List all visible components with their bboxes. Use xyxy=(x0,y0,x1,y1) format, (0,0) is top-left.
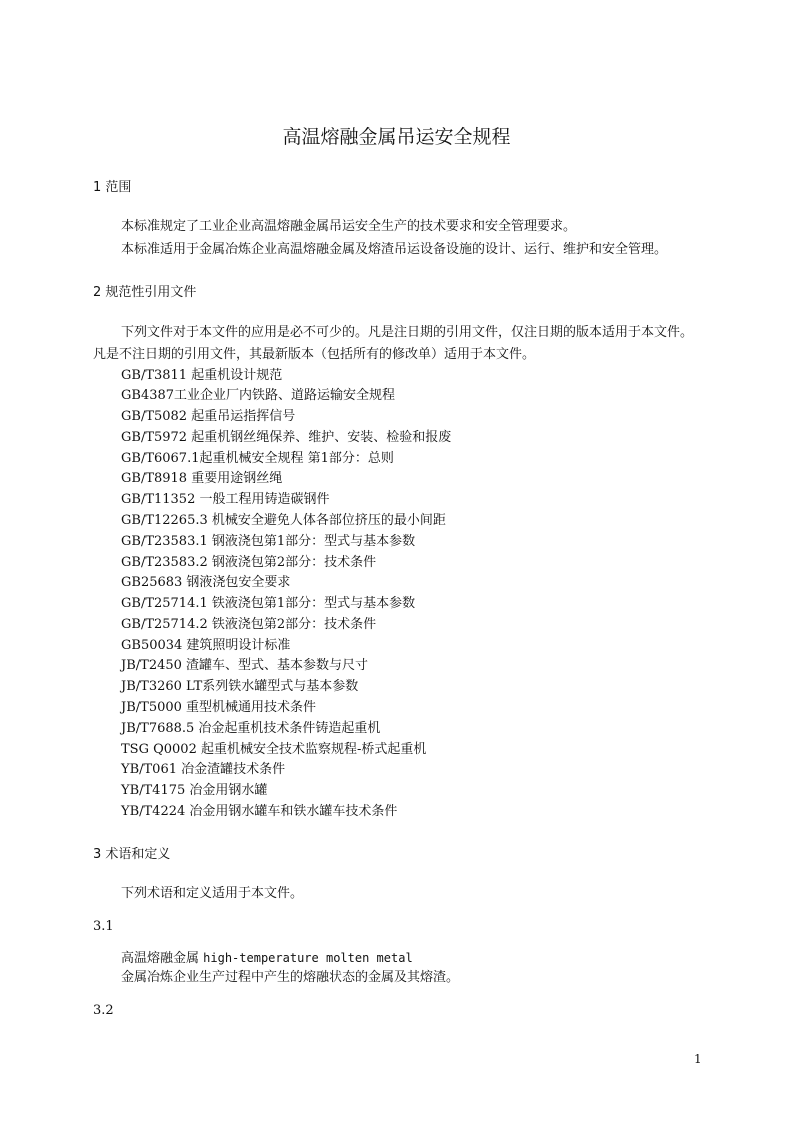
references-intro-line-2: 凡是不注日期的引用文件，其最新版本（包括所有的修改单）适用于本文件。 xyxy=(93,347,536,362)
term-name-cn: 高温熔融金属 xyxy=(121,951,200,966)
reference-item: GB/T8918 重要用途钢丝绳 xyxy=(121,471,283,486)
reference-item: GB/T12265.3 机械安全避免人体各部位挤压的最小间距 xyxy=(121,513,446,528)
reference-item: GB/T6067.1起重机械安全规程 第1部分：总则 xyxy=(121,451,394,466)
reference-item: JB/T3260 LT系列铁水罐型式与基本参数 xyxy=(121,679,359,694)
reference-item: GB/T23583.2 钢液浇包第2部分：技术条件 xyxy=(121,555,377,570)
reference-item: GB4387工业企业厂内铁路、道路运输安全规程 xyxy=(121,388,396,403)
references-intro-line-1: 下列文件对于本文件的应用是必不可少的。凡是注日期的引用文件，仅注日期的版本适用于本文件。 xyxy=(121,325,694,340)
reference-item: GB/T25714.2 铁液浇包第2部分：技术条件 xyxy=(121,617,377,632)
section-heading-terms: 3 术语和定义 xyxy=(93,847,171,862)
reference-item: GB50034 建筑照明设计标准 xyxy=(121,638,291,653)
reference-item: GB/T3811 起重机设计规范 xyxy=(121,368,283,383)
scope-paragraph-2: 本标准适用于金属冶炼企业高温熔融金属及熔渣吊运设备设施的设计、运行、维护和安全管理。 xyxy=(121,242,668,257)
term-name-en: high-temperature molten metal xyxy=(203,951,413,965)
terms-intro: 下列术语和定义适用于本文件。 xyxy=(121,886,304,901)
reference-item: JB/T2450 渣罐车、型式、基本参数与尺寸 xyxy=(121,658,369,673)
document-title: 高温熔融金属吊运安全规程 xyxy=(282,126,511,148)
section-heading-normative-references: 2 规范性引用文件 xyxy=(93,285,197,300)
reference-item: YB/T4175 冶金用钢水罐 xyxy=(121,783,268,798)
section-heading-scope: 1 范围 xyxy=(93,180,132,195)
reference-item: GB/T11352 一般工程用铸造碳钢件 xyxy=(121,492,330,507)
term-definition-3-1: 金属冶炼企业生产过程中产生的熔融状态的金属及其熔渣。 xyxy=(121,970,460,985)
reference-item: GB/T5082 起重吊运指挥信号 xyxy=(121,409,296,424)
reference-item: TSG Q0002 起重机械安全技术监察规程-桥式起重机 xyxy=(121,742,427,757)
reference-item: GB/T5972 起重机钢丝绳保养、维护、安装、检验和报废 xyxy=(121,430,452,445)
scope-paragraph-1: 本标准规定了工业企业高温熔融金属吊运安全生产的技术要求和安全管理要求。 xyxy=(121,219,577,234)
page-number: 1 xyxy=(694,1052,702,1066)
reference-item: YB/T4224 冶金用钢水罐车和铁水罐车技术条件 xyxy=(121,804,398,819)
reference-item: GB25683 钢液浇包安全要求 xyxy=(121,575,291,590)
term-name-3-1 xyxy=(121,949,413,968)
reference-item: JB/T7688.5 冶金起重机技术条件铸造起重机 xyxy=(121,721,381,736)
reference-item: GB/T25714.1 铁液浇包第1部分：型式与基本参数 xyxy=(121,596,416,611)
reference-item: JB/T5000 重型机械通用技术条件 xyxy=(121,700,317,715)
term-number-3-1: 3.1 xyxy=(93,919,114,934)
reference-item: YB/T061 冶金渣罐技术条件 xyxy=(121,762,286,777)
reference-item: GB/T23583.1 钢液浇包第1部分：型式与基本参数 xyxy=(121,534,416,549)
term-number-3-2: 3.2 xyxy=(93,1003,114,1018)
